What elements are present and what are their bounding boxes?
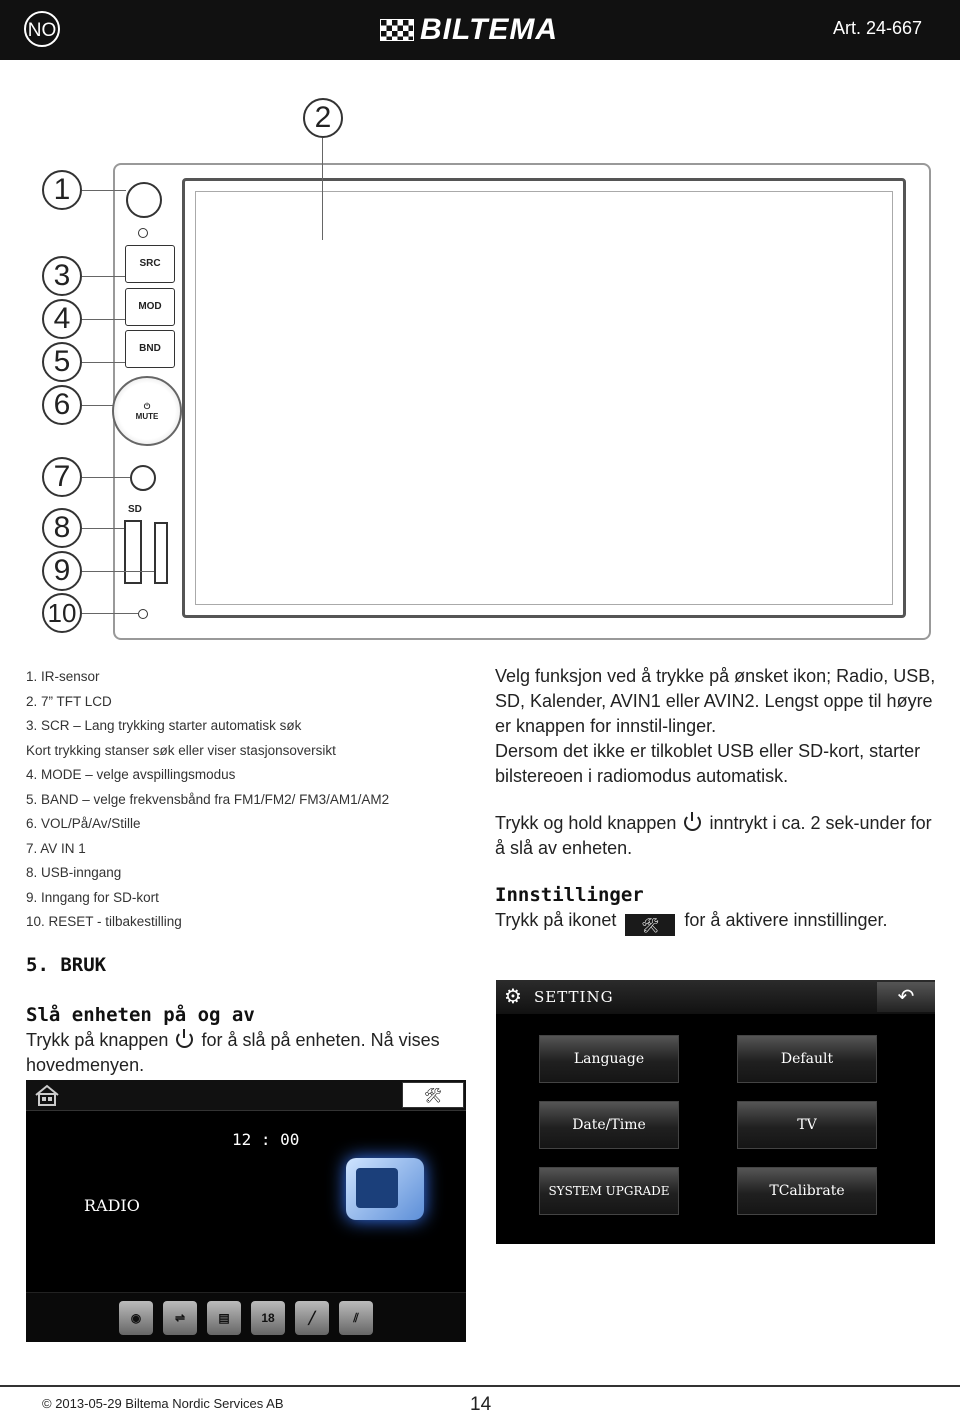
power-icon <box>684 814 701 831</box>
checkered-flag-icon <box>380 19 414 41</box>
ir-sensor <box>126 182 162 218</box>
power-on-instruction <box>26 1028 466 1078</box>
section-heading: 5. BRUK <box>26 954 107 976</box>
callout-10: 10 <box>42 593 82 633</box>
callout-line <box>82 571 154 572</box>
brand-logo <box>380 14 558 46</box>
callout-8: 8 <box>42 508 82 548</box>
parts-list-item: 4. MODE – velge avspillingsmodus <box>26 767 236 782</box>
callout-line <box>82 190 126 191</box>
setting-screenshot <box>496 980 935 1244</box>
callout-line <box>82 276 125 277</box>
brand-name: BILTEMA <box>420 13 559 46</box>
callout-line <box>82 362 125 363</box>
callout-line <box>82 477 130 478</box>
tools-icon: 🛠 <box>625 914 675 936</box>
parts-list-item: 7. AV IN 1 <box>26 840 86 856</box>
paragraph: Dersom det ikke er tilkoblet USB eller SD-kort, starter bilstereoen i radiomodus automatisk. <box>495 741 921 786</box>
bnd-button: BND <box>125 330 175 368</box>
sd-card-slot <box>154 522 168 584</box>
callout-line <box>82 319 125 320</box>
usb-slot <box>124 520 142 584</box>
parts-list-item: 2. 7” TFT LCD <box>26 693 112 709</box>
callout-1: 1 <box>42 170 82 210</box>
power-icon <box>176 1031 193 1048</box>
parts-list-item: Kort trykking stanser søk eller viser stasjonsoversikt <box>26 742 336 758</box>
clock: 12 : 00 <box>232 1130 300 1149</box>
callout-line <box>82 528 124 529</box>
volume-knob <box>112 376 182 446</box>
callout-line <box>82 405 114 406</box>
callout-9: 9 <box>42 551 82 591</box>
camera-icon[interactable]: ◉ <box>119 1301 153 1335</box>
main-menu-topbar <box>26 1080 466 1111</box>
gear-icon: ⚙ <box>504 986 522 1008</box>
footer-copyright: © 2013-05-29 Biltema Nordic Services AB <box>42 1396 284 1411</box>
parts-list-item: 8. USB-inngang <box>26 865 122 880</box>
radio-icon[interactable] <box>346 1158 424 1220</box>
callout-2: 2 <box>303 98 343 138</box>
tools-icon[interactable]: 🛠 <box>402 1082 464 1108</box>
parts-list-item: 9. Inngang for SD-kort <box>26 889 159 905</box>
app-dock <box>26 1292 466 1342</box>
date-time-button[interactable]: Date/Time <box>539 1101 679 1149</box>
rca-cable-icon[interactable]: ⫽ <box>339 1301 373 1335</box>
instruction-text: Trykk på knappen <box>26 1030 169 1050</box>
instruction-text: for å slå på enheten. Nå vises hovedmenyen. <box>26 1030 440 1075</box>
av-in-jack <box>130 465 156 491</box>
callout-5: 5 <box>42 342 82 382</box>
src-button: SRC <box>125 245 175 283</box>
mod-button: MOD <box>125 288 175 326</box>
article-number: Art. 24-667 <box>832 18 922 38</box>
tv-button[interactable]: TV <box>737 1101 877 1149</box>
parts-list-item: 1. IR-sensor <box>26 669 100 684</box>
tft-screen <box>182 178 906 618</box>
calendar-icon[interactable]: 18 <box>251 1301 285 1335</box>
instruction-text: for å aktivere innstillinger. <box>684 910 888 930</box>
callout-4: 4 <box>42 299 82 339</box>
main-menu-screenshot <box>26 1080 466 1342</box>
sd-icon[interactable]: ▤ <box>207 1301 241 1335</box>
paragraph: Velg funksjon ved å trykke på ønsket ikon; Radio, USB, SD, Kalender, AVIN1 eller AVIN2. Lengst oppe til høyre er knappen for innstil-linger. <box>495 666 936 736</box>
radio-label[interactable]: RADIO <box>84 1196 140 1215</box>
system-upgrade-button[interactable]: SYSTEM UPGRADE <box>539 1167 679 1215</box>
callout-line <box>82 613 138 614</box>
power-icon: ⏻ <box>143 402 151 411</box>
default-button[interactable]: Default <box>737 1035 877 1083</box>
callout-6: 6 <box>42 385 82 425</box>
reset-hole <box>138 609 148 619</box>
home-icon <box>34 1084 60 1106</box>
language-badge: NO <box>24 11 60 47</box>
parts-list-item: 5. BAND – velge frekvensbånd fra FM1/FM2/ FM3/AM1/AM2 <box>26 791 390 807</box>
settings-heading: Innstillinger <box>495 884 644 906</box>
instruction-text: Trykk og hold knappen <box>495 813 677 833</box>
tcalibrate-button[interactable]: TCalibrate <box>737 1167 877 1215</box>
parts-list-item: 6. VOL/På/Av/Stille <box>26 816 141 831</box>
power-off-instruction <box>495 811 945 861</box>
sd-label: SD <box>128 504 142 515</box>
back-arrow-icon[interactable]: ↶ <box>877 982 935 1012</box>
language-button[interactable]: Language <box>539 1035 679 1083</box>
device-diagram <box>40 90 940 640</box>
setting-topbar <box>496 980 935 1014</box>
parts-list <box>26 665 466 935</box>
instruction-text: inntrykt i ca. 2 sek-under for å slå av enheten. <box>495 813 932 858</box>
instruction-text: Trykk på ikonet <box>495 910 617 930</box>
parts-list-item: 10. RESET - tilbakestilling <box>26 914 182 929</box>
setting-title: SETTING <box>534 988 614 1006</box>
parts-list-item: 3. SCR – Lang trykking starter automatisk søk <box>26 718 302 733</box>
callout-3: 3 <box>42 256 82 296</box>
right-column-text <box>495 664 945 936</box>
ir-indicator <box>138 228 148 238</box>
footer-rule <box>0 1385 960 1387</box>
av-cable-icon[interactable]: ╱ <box>295 1301 329 1335</box>
section-subheading: Slå enheten på og av <box>26 1004 255 1026</box>
page-number: 14 <box>470 1394 492 1415</box>
callout-7: 7 <box>42 457 82 497</box>
callout-line <box>322 138 323 240</box>
mute-label: MUTE <box>135 412 159 421</box>
settings-instruction <box>495 908 945 936</box>
screen-inner-border <box>195 191 893 605</box>
usb-icon[interactable]: ⇌ <box>163 1301 197 1335</box>
